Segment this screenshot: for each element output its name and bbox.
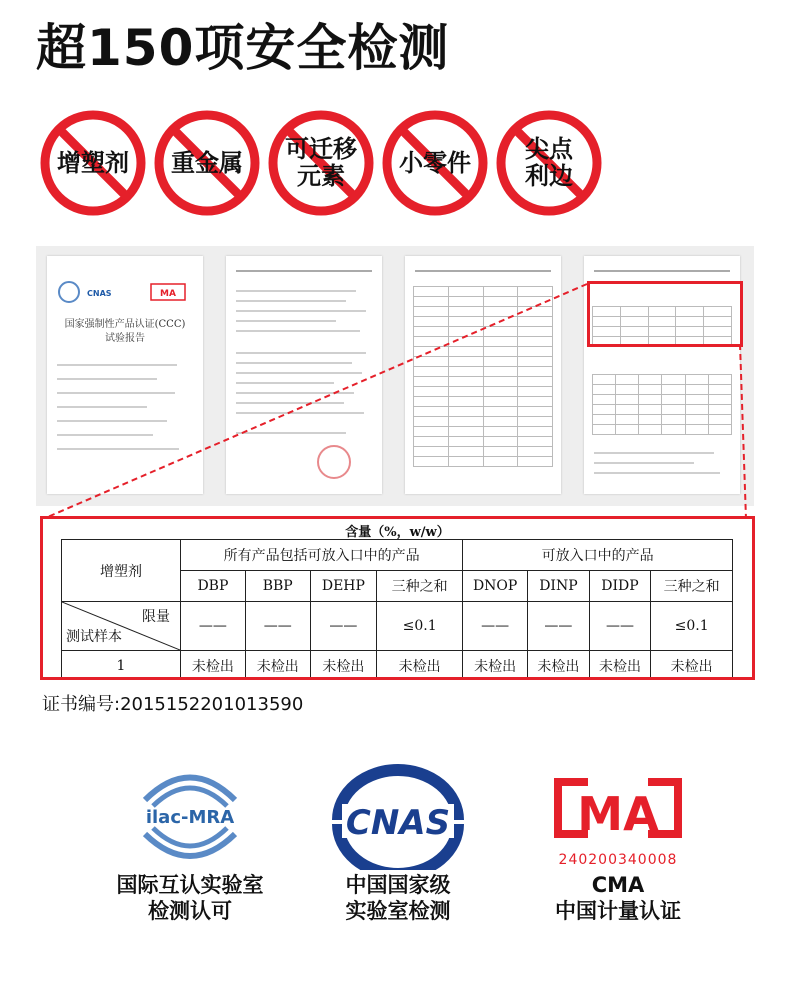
- badge-label: 尖点: [525, 135, 573, 163]
- svg-text:MA: MA: [577, 787, 659, 841]
- limit-cell: ——: [528, 602, 590, 651]
- badge-label: 可迁移: [285, 135, 357, 163]
- cma-logo: MA 240200340008 CMA 中国计量认证: [518, 760, 718, 874]
- badge-label: 重金属: [171, 148, 243, 177]
- badge-label: 增塑剂: [57, 148, 129, 177]
- limit-cell: ——: [463, 602, 528, 651]
- certificate-number: 证书编号:2015152201013590: [42, 694, 304, 715]
- svg-text:CNAS: CNAS: [345, 803, 451, 843]
- col-header: BBP: [245, 571, 310, 602]
- limit-cell: ≤0.1: [651, 602, 733, 651]
- result-cell: 未检出: [245, 651, 310, 681]
- result-cell: 未检出: [651, 651, 733, 681]
- badge-label-line2: 利边: [525, 162, 573, 190]
- cma-icon: [518, 760, 718, 870]
- cnas-logo: CNAS 中国国家级 实验室检测: [298, 760, 498, 874]
- col-header: 三种之和: [377, 571, 463, 602]
- result-cell: 未检出: [377, 651, 463, 681]
- sample-id: 1: [62, 651, 181, 681]
- result-cell: 未检出: [463, 651, 528, 681]
- result-cell: 未检出: [589, 651, 651, 681]
- limit-sample-cell: [62, 602, 181, 651]
- col-header: DNOP: [463, 571, 528, 602]
- result-cell: 未检出: [528, 651, 590, 681]
- badge-label-line2: 元素: [297, 162, 345, 190]
- result-cell: 未检出: [181, 651, 246, 681]
- svg-text:240200340008: 240200340008: [558, 852, 678, 868]
- group-mouthable-products: 可放入口中的产品: [463, 540, 733, 571]
- col-header: DIDP: [589, 571, 651, 602]
- limit-label: 限量: [142, 609, 170, 625]
- col-header: DBP: [181, 571, 246, 602]
- svg-text:MA: MA: [160, 289, 176, 299]
- plasticizer-table-zoom: [40, 516, 755, 680]
- table-caption: 含量（%，w/w）: [345, 525, 450, 540]
- ccc-report-title: 国家强制性产品认证(CCC) 试验报告: [64, 319, 186, 344]
- limit-cell: ≤0.1: [377, 602, 463, 651]
- badge-label: 小零件: [399, 148, 471, 177]
- ilac-mra-icon: [90, 760, 290, 870]
- result-cell: 未检出: [310, 651, 376, 681]
- limit-cell: ——: [181, 602, 246, 651]
- col-header: DINP: [528, 571, 590, 602]
- col-header: DEHP: [310, 571, 376, 602]
- plasticizer-table: [61, 539, 733, 680]
- limit-cell: ——: [589, 602, 651, 651]
- page-title: 超150项安全检测: [36, 19, 450, 77]
- svg-text:CNAS: CNAS: [87, 289, 112, 298]
- sample-label: 测试样本: [66, 629, 122, 645]
- plasticizer-label: 增塑剂: [62, 540, 181, 602]
- cnas-icon: [298, 760, 498, 870]
- group-all-products: 所有产品包括可放入口中的产品: [181, 540, 463, 571]
- ilac-mra-logo: ilac-MRA 国际互认实验室 检测认可: [90, 760, 290, 874]
- col-header: 三种之和: [651, 571, 733, 602]
- limit-cell: ——: [245, 602, 310, 651]
- limit-cell: ——: [310, 602, 376, 651]
- svg-text:ilac-MRA: ilac-MRA: [145, 807, 235, 828]
